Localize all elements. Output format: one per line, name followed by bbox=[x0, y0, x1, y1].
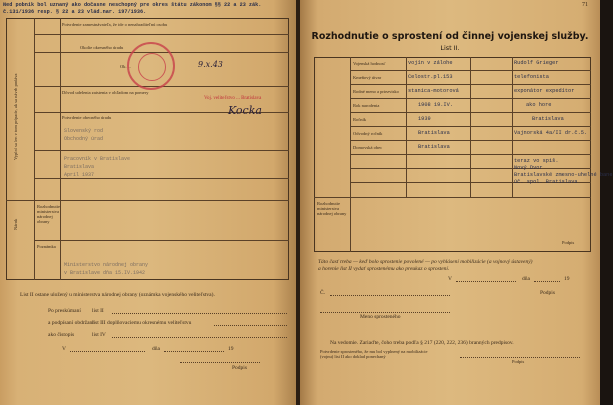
right-lower-note: Podpis bbox=[562, 240, 575, 245]
right-row-value-1: Celostr.pl.153 bbox=[408, 74, 453, 80]
right-lower-label: Rozhodnutie ministerstva národnej obrany bbox=[317, 201, 347, 216]
right-typed-1: stanica-motorová bbox=[408, 88, 459, 94]
right-row-value-9: Vajnorská 4a/II dr.č.5. bbox=[514, 130, 588, 136]
right-page bbox=[300, 0, 613, 405]
left-bottom-value-1: list III doplňovaciemu okresnému veliteľstvu bbox=[92, 320, 192, 326]
left-row-label-0: Potvrdenie zamestnávateľa, že ide o nenahraditeľnú osobu bbox=[62, 22, 168, 27]
left-signature-label: Podpis bbox=[232, 365, 247, 371]
right-typed-2: ako hore bbox=[526, 102, 552, 108]
left-header-line-1: Ned pobnik bol uznaný ako dočasne neschopný pre okres štátu zákonom §§ 22 a 23 zák. bbox=[3, 2, 262, 8]
left-side-label-bottom: Nárok bbox=[13, 218, 18, 230]
italic-note-1: Táto časť treba — keď bolo sprostenie povolené — po vyhlásení mobilizácie (a vojnový ústavený) bbox=[318, 259, 533, 265]
left-row-label-1: Okolie okresného úradu bbox=[80, 45, 124, 50]
left-typed-lower-0: Ministerstvo národnej obrany bbox=[64, 262, 149, 268]
left-typed-lower-1: v Bratislave dňa 15.IV.1942 bbox=[64, 270, 146, 276]
right-typed-4: Nový Dvor bbox=[514, 165, 543, 171]
right-row-value-7: Bratislava bbox=[418, 144, 450, 150]
right-row-label-5: Ročník bbox=[353, 117, 366, 122]
right-row-value-3: telefonista bbox=[514, 74, 549, 80]
left-bottom-header: List II ostane uložený u ministerstva národnej obrany (oznámka vojenského veliteľstva). bbox=[20, 292, 215, 298]
left-page bbox=[0, 0, 297, 405]
left-header-line-2: č.131/1936 resp. § 22 a 23 vlád.nar. 197/1936. bbox=[3, 9, 147, 15]
page-number: 71 bbox=[582, 2, 588, 8]
left-row-value-2: 9.x.43 bbox=[198, 60, 223, 69]
right-year-label: 19 bbox=[564, 276, 570, 282]
left-bottom-label-0: Po preskúmaní bbox=[48, 308, 81, 314]
by-label: Meno sprosteného bbox=[360, 314, 401, 320]
right-row-value-8: Bratislava bbox=[532, 116, 564, 122]
left-typed-4: Apríl 1937 bbox=[64, 172, 95, 178]
left-lower-label-1: Poznámka bbox=[37, 244, 56, 249]
left-lower-label-0: Rozhodnutie ministerstva národnej obrany bbox=[37, 204, 60, 224]
right-row-label-6: Odvodný ročník bbox=[353, 131, 383, 136]
right-row-label-4: Rok narodenia bbox=[353, 103, 380, 108]
small-right-note: Podpis bbox=[512, 359, 525, 364]
left-row-label-2: Ok. ... bbox=[120, 64, 132, 69]
page-title: Rozhodnutie o sprostení od činnej vojenskej služby. bbox=[311, 31, 589, 42]
right-row-value-6: Bratislava bbox=[418, 130, 450, 136]
right-typed-5: Bratislavské zmesno-uhelné bane bbox=[514, 172, 613, 178]
right-typed-3: teraz vo spiš. bbox=[514, 158, 559, 164]
left-signature: Kocka bbox=[228, 104, 262, 117]
right-row-value-5: 1939 bbox=[418, 116, 431, 122]
left-year-label: 19 bbox=[228, 346, 234, 352]
left-bottom-value-0: list II bbox=[92, 308, 104, 314]
right-row-label-2: Rodné meno a priezvisko bbox=[353, 89, 399, 94]
left-row-label-3: Dôvod udelenia zaistenia v ohľadom na pomery bbox=[62, 90, 149, 95]
right-place-label: V bbox=[448, 276, 452, 282]
right-row-label-1: Kmeňový útvar bbox=[353, 75, 382, 80]
right-row-value-4: 1908 19.IV. bbox=[418, 102, 453, 108]
right-typed-0: exponátor expedítor bbox=[514, 88, 575, 94]
left-bottom-label-1: a podpísaní obdržané bbox=[48, 320, 95, 326]
right-row-label-7: Domovská obec bbox=[353, 145, 383, 150]
person-name: Rudolf Grieger bbox=[514, 60, 559, 66]
right-typed-6: úč. spol. Bratislava bbox=[514, 179, 578, 185]
left-bottom-value-2: list IV bbox=[92, 332, 106, 338]
c-label: Č. bbox=[320, 290, 326, 296]
left-place-label: V bbox=[62, 346, 66, 352]
left-side-label-top: Vyplní sa len v tom prípade, ak sa návrh podáva bbox=[13, 73, 18, 160]
note-bottom: Na vedomie. Zariaďte, čoho treba podľa § 217 (220, 222, 236) branných predpisov. bbox=[330, 340, 514, 346]
left-bottom-label-2: ako čistopis bbox=[48, 332, 75, 338]
small-left-note: Potvrdenie sprosteného, že mu bol vyplnený na mobilizácie (vojnu) list II ako doklad ponechaný bbox=[320, 349, 428, 359]
left-typed-1: Obchodný úrad bbox=[64, 136, 104, 142]
left-typed-2: Pracovník v Bratislave bbox=[64, 156, 131, 162]
left-typed-0: Slovenský rod bbox=[64, 128, 104, 134]
round-stamp bbox=[127, 42, 175, 90]
right-row-value-0: vojín v zálohe bbox=[408, 60, 453, 66]
italic-note-2: a horenie list II vydať sprostenému ako preukaz o sprostení. bbox=[318, 266, 450, 272]
left-row-label-4: Potvrdenie obecného úradu bbox=[62, 115, 112, 120]
left-typed-3: Bratislava bbox=[64, 164, 95, 170]
red-note: Voj. veliteľstvo ... Bratislava bbox=[204, 96, 262, 101]
right-date-label: dňa bbox=[522, 276, 530, 282]
left-date-label: dňa bbox=[152, 346, 160, 352]
sheet-label: List II. bbox=[440, 44, 460, 52]
right-signature-label: Podpis bbox=[540, 290, 555, 296]
right-row-label-0: Vojenská hodnosť bbox=[353, 61, 386, 66]
